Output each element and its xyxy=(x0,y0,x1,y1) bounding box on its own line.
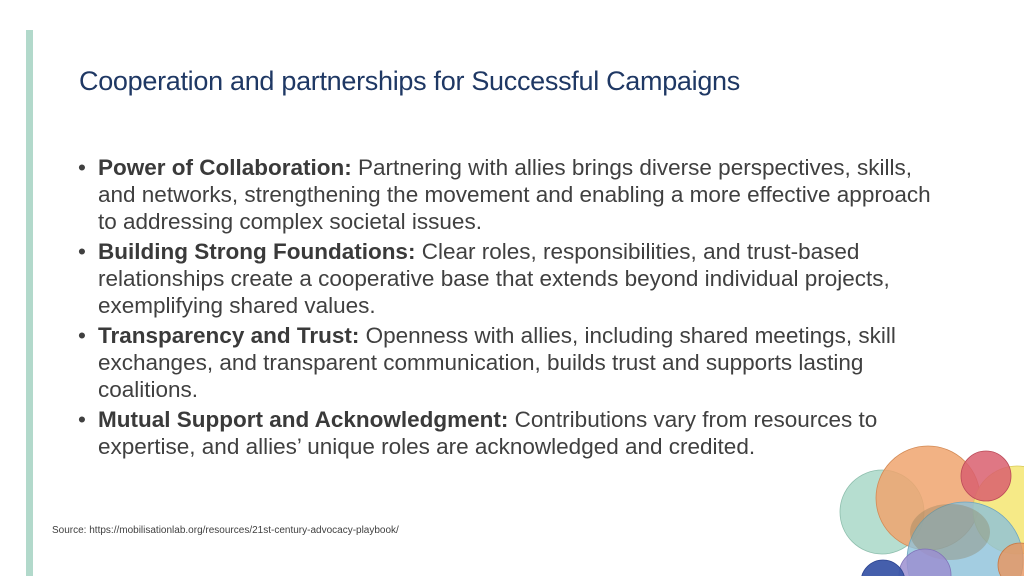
bullet-item-foundations xyxy=(76,238,946,319)
bullet-heading: Building Strong Foundations: xyxy=(98,239,416,264)
bullet-icon: • xyxy=(78,323,86,348)
bullet-text: Clear roles, responsibilities, and trust-based relationships create a cooperative base that extends beyond individual projects, exemplifying shared values. xyxy=(98,239,890,318)
bullet-text: Partnering with allies brings diverse perspectives, skills, and networks, strengthening the movement and enabling a more effective approach to addressing complex societal issues. xyxy=(98,155,931,234)
bullet-icon: • xyxy=(78,407,86,432)
bullet-heading: Mutual Support and Acknowledgment: xyxy=(98,407,509,432)
bullet-text: Openness with allies, including shared meetings, skill exchanges, and transparent communication, builds trust and supports lasting coalitions. xyxy=(98,323,896,402)
circles-decoration-icon xyxy=(820,440,1024,576)
slide-title: Cooperation and partnerships for Successful Campaigns xyxy=(79,66,740,96)
bullet-heading: Power of Collaboration: xyxy=(98,155,352,180)
bullet-list xyxy=(76,154,946,463)
source-citation: Source: https://mobilisationlab.org/resources/21st-century-advocacy-playbook/ xyxy=(52,525,399,536)
bullet-item-mutual-support xyxy=(76,406,946,460)
bullet-icon: • xyxy=(78,239,86,264)
bullet-text: Contributions vary from resources to expertise, and allies’ unique roles are acknowledged and credited. xyxy=(98,407,878,459)
bullet-icon: • xyxy=(78,155,86,180)
bullet-heading: Transparency and Trust: xyxy=(98,323,360,348)
accent-bar xyxy=(26,30,33,576)
overlapping-circles-graphic xyxy=(820,440,1024,576)
bullet-item-collaboration xyxy=(76,154,946,235)
bullet-item-transparency xyxy=(76,322,946,403)
